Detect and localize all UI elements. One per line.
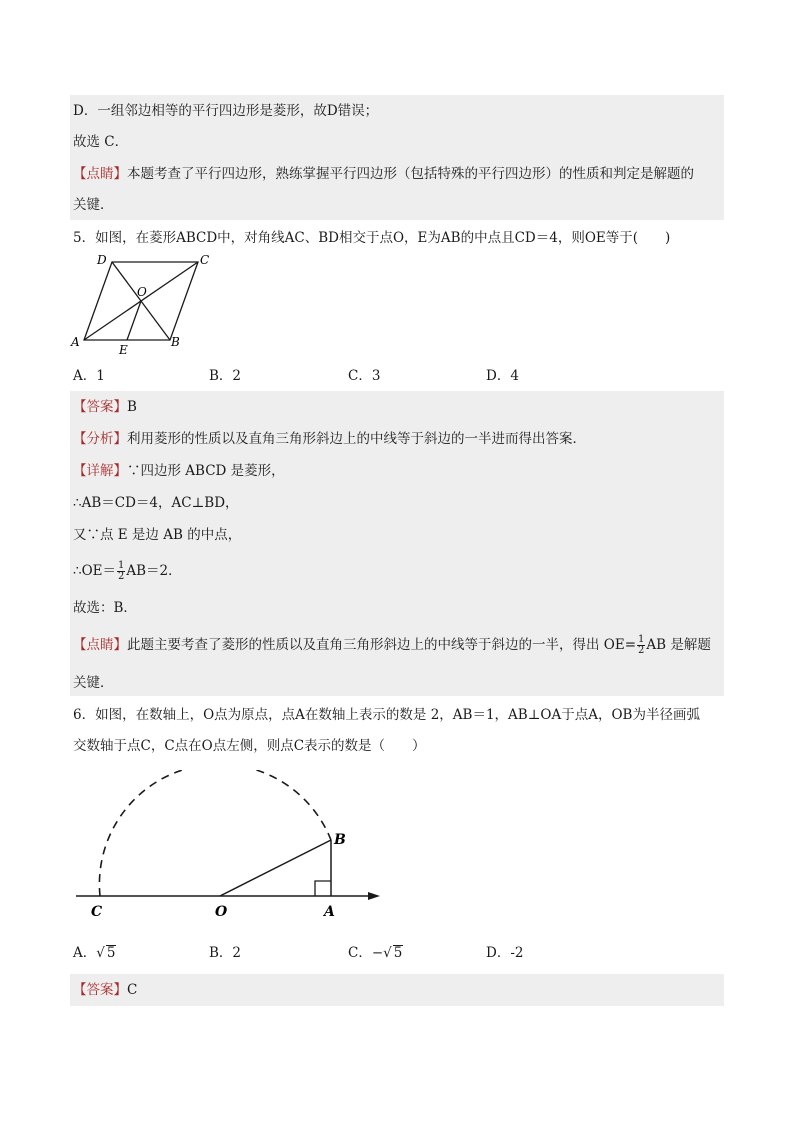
q5-detail-line-2: ∴AB＝CD＝4，AC⊥BD， [73, 495, 239, 511]
q6-option-d: D．-2 [486, 945, 524, 961]
number-line-figure [70, 770, 390, 922]
option-d-explanation: D．一组邻边相等的平行四边形是菱形，故D错误； [73, 103, 379, 119]
answer-choice-line: 故选 C． [73, 134, 129, 150]
label-b: B [171, 335, 180, 349]
q6-stem-2: 交数轴于点C，C点在O点左侧，则点C表示的数是（ ） [73, 738, 426, 754]
q5-stem: 5．如图，在菱形ABCD中，对角线AC、BD相交于点O，E为AB的中点且CD＝4，则OE等于( ) [73, 230, 671, 246]
q5-answer: B [127, 399, 137, 415]
q5-detail-line-3: 又∵点 E 是边 AB 的中点， [73, 527, 242, 543]
q6-option-c: C．−√ 5 [348, 945, 403, 961]
q5-detail-4-post: AB＝2． [126, 563, 182, 579]
q5-dianjing-pre: 此题主要考查了菱形的性质以及直角三角形斜边上的中线等于斜边的一半，得出 OE= [127, 637, 637, 653]
q5-answer-line [73, 397, 137, 417]
label-o: O [215, 904, 228, 920]
q5-detail-line-4 [73, 561, 182, 582]
fraction-one-half-2: $\frac{1}{2}$ [638, 634, 645, 656]
label-d: D [97, 253, 107, 267]
q6-answer-tag: 【答案】 [73, 982, 127, 998]
label-c: C [91, 904, 103, 920]
axis-arrow [368, 892, 380, 900]
dianjing-continuation: 关键． [73, 197, 114, 213]
q6-option-a: A．√ 5 [73, 945, 116, 961]
q5-options [73, 366, 673, 386]
q5-detail-1: ∵四边形 ABCD 是菱形， [127, 463, 285, 479]
q5-detail-line-1 [73, 461, 285, 481]
segment-oe [127, 301, 141, 340]
q6-answer: C [127, 982, 138, 998]
fraction-one-half: $\frac{1}{2}$ [118, 560, 125, 582]
q6-solution-block [70, 974, 724, 1006]
q5-answer-tag: 【答案】 [73, 399, 127, 415]
q5-option-a: A．1 [73, 368, 105, 384]
dashed-arc [99, 770, 331, 896]
q5-dianjing-line [73, 635, 711, 656]
q5-option-b: B．2 [209, 368, 242, 384]
right-angle-mark [315, 881, 331, 896]
q5-dianjing-continuation: 关键． [73, 675, 114, 691]
q5-analysis: 利用菱形的性质以及直角三角形斜边上的中线等于斜边的一半进而得出答案． [127, 431, 586, 447]
dianjing-text: 本题考查了平行四边形，熟练掌握平行四边形（包括特殊的平行四边形）的性质和判定是解题的 [127, 166, 694, 182]
dianjing-tag: 【点睛】 [73, 166, 127, 182]
q6-answer-line [73, 980, 137, 1000]
rhombus-figure [66, 248, 216, 360]
dianjing-line [73, 164, 694, 184]
q5-dianjing-post: AB 是解题 [646, 637, 711, 653]
q5-conclusion: 故选：B． [73, 600, 137, 616]
label-b: B [334, 832, 346, 848]
q5-option-d: D．4 [486, 368, 519, 384]
label-c: C [200, 253, 210, 267]
label-o: O [137, 285, 147, 299]
label-a: A [71, 335, 80, 349]
q6-stem-1: 6．如图，在数轴上，O点为原点，点A在数轴上表示的数是 2，AB＝1，AB⊥OA于点A，OB为半径画弧 [73, 707, 700, 723]
q6-options [73, 943, 673, 963]
q6-option-b: B．2 [209, 945, 242, 961]
label-a: A [324, 904, 335, 920]
q5-analysis-line [73, 429, 586, 449]
q5-dianjing-tag: 【点睛】 [73, 637, 127, 653]
q5-option-c: C．3 [348, 368, 381, 384]
q5-detail-4-pre: ∴OE＝ [73, 563, 117, 579]
q5-analysis-tag: 【分析】 [73, 431, 127, 447]
label-e: E [119, 343, 128, 357]
q5-detail-tag: 【详解】 [73, 463, 127, 479]
